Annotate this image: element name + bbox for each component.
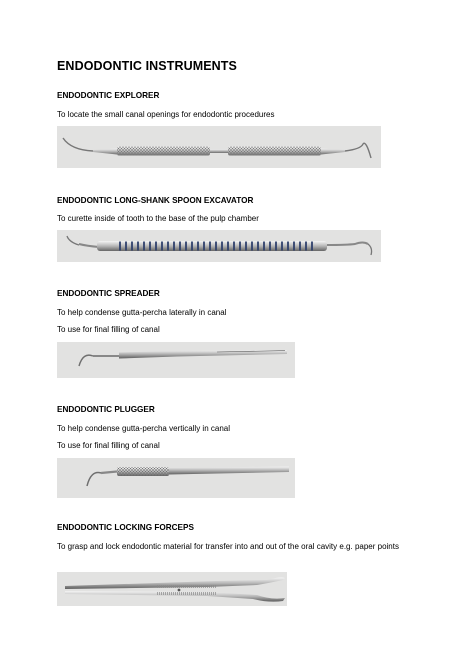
section-text-plugger-1: To help condense gutta-percha vertically in canal	[57, 424, 230, 433]
section-text-plugger-2: To use for final filling of canal	[57, 441, 160, 450]
section-heading-locking-forceps: ENDODONTIC LOCKING FORCEPS	[57, 523, 194, 532]
section-text-spreader-1: To help condense gutta-percha laterally in canal	[57, 308, 227, 317]
endodontic-plugger-photo	[57, 458, 295, 498]
page-title: ENDODONTIC INSTRUMENTS	[57, 59, 237, 73]
section-heading-plugger: ENDODONTIC PLUGGER	[57, 405, 155, 414]
endodontic-explorer-photo	[57, 126, 381, 168]
locking-forceps-photo	[57, 572, 287, 606]
section-text-spoon-excavator: To curette inside of tooth to the base of the pulp chamber	[57, 214, 259, 223]
section-text-spreader-2: To use for final filling of canal	[57, 325, 160, 334]
endodontic-spreader-photo	[57, 342, 295, 378]
section-heading-spreader: ENDODONTIC SPREADER	[57, 289, 160, 298]
section-text-locking-forceps: To grasp and lock endodontic material for transfer into and out of the oral cavity e.g. paper points	[57, 542, 399, 551]
section-heading-spoon-excavator: ENDODONTIC LONG-SHANK SPOON EXCAVATOR	[57, 196, 254, 205]
spoon-excavator-photo	[57, 230, 381, 262]
section-text-explorer: To locate the small canal openings for endodontic procedures	[57, 110, 275, 119]
section-heading-explorer: ENDODONTIC EXPLORER	[57, 91, 160, 100]
